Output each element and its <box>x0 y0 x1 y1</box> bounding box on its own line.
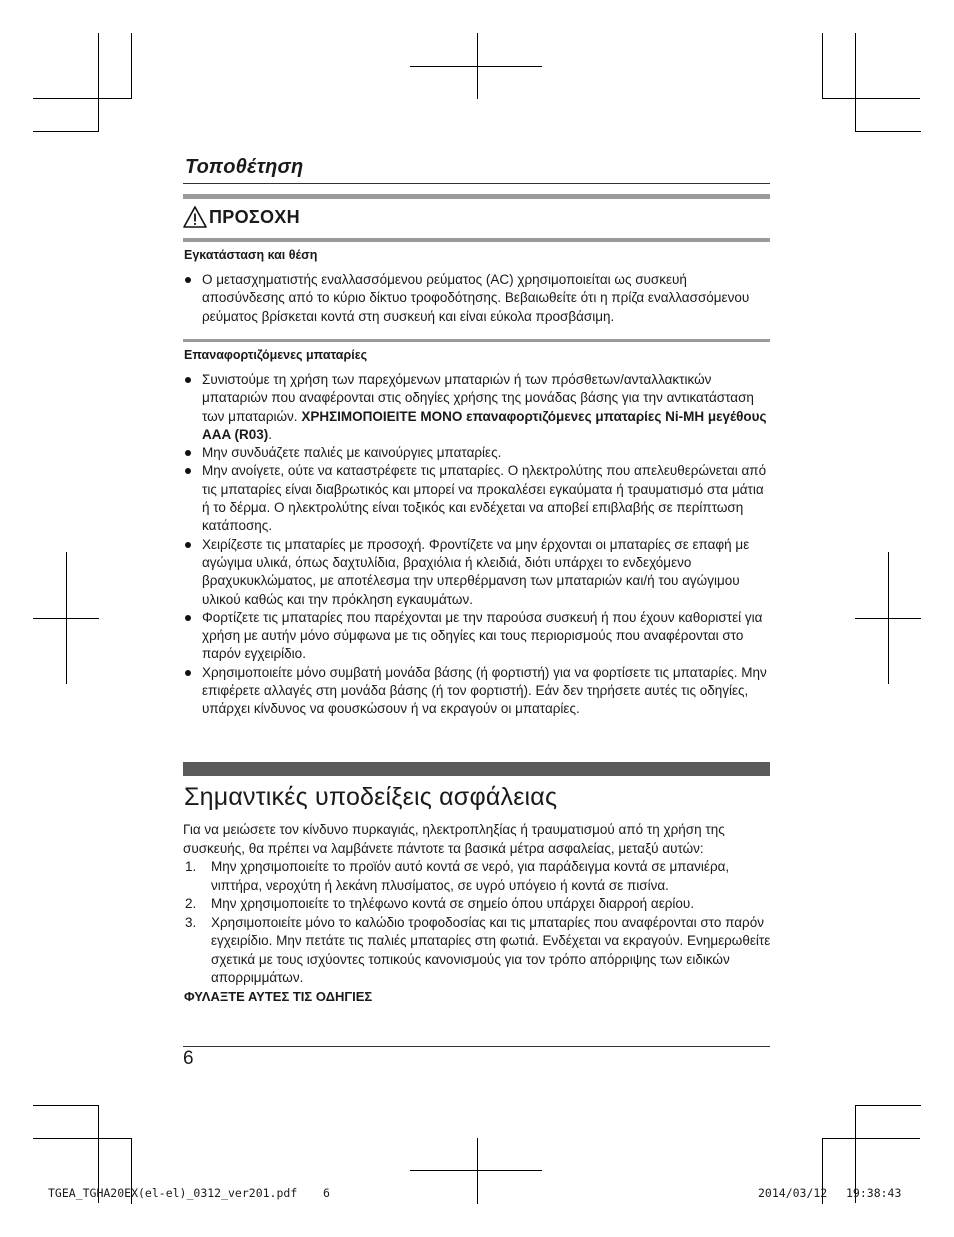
list-item: Χρησιμοποιείτε μόνο συμβατή μονάδα βάσης (ή φορτιστή) για να φορτίσετε τις μπαταρίες. Μην επιφέρετε αλλαγές στη μονάδα βάσης (ή τον φορτιστή). Εάν δεν τηρήσετε αυτές τις οδηγίες, υπάρχει κίνδυνος να φουσκώσουν ή να εκραγούν οι μπαταρίες. <box>183 664 771 719</box>
bullet-dot <box>185 277 191 283</box>
caution-heading <box>183 203 300 231</box>
list-item: 3. Χρησιμοποιείτε μόνο το καλώδιο τροφοδοσίας και τις μπαταρίες που αναφέρονται στο παρόν εγχειρίδιο. Μην πετάτε τις παλιές μπαταρίες στη φωτιά. Ενδέχεται να εκραγούν. Ενημερωθείτε σχετικά με τους ισχύοντες τοπικούς κανονισμούς για τον τρόπο απόρριψης των ειδικών απορριμμάτων. <box>185 914 771 985</box>
list-item: Ο μετασχηματιστής εναλλασσόμενου ρεύματος (AC) χρησιμοποιείται ως συσκευή αποσύνδεσης από το κύριο δίκτυο τροφοδότησης. Βεβαιωθείτε ότι η πρίζα εναλλασσόμενου ρεύματος βρίσκεται κοντά στη συσκευή και είναι εύκολα προσβάσιμη. <box>183 271 771 326</box>
bullet-dot <box>185 450 191 456</box>
footer-rule <box>183 1046 770 1047</box>
print-page: 6 <box>323 1186 330 1200</box>
list-item: Μην ανοίγετε, ούτε να καταστρέφετε τις μπαταρίες. Ο ηλεκτρολύτης που απελευθερώνεται από τις μπαταρίες είναι διαβρωτικός και μπορεί να προκαλέσει εγκαύματα ή τραυματισμό στα μάτια ή το δέρμα. Ο ηλεκτρολύτης είναι τοξικός και ενδέχεται να αποβεί επιβλαβής σε περίπτωση κατάποσης. <box>183 462 771 535</box>
bullet-dot <box>185 670 191 676</box>
header-rule <box>183 183 770 184</box>
save-instructions-note: ΦΥΛΑΞΤΕ ΑΥΤΕΣ ΤΙΣ ΟΔΗΓΙΕΣ <box>184 989 373 1004</box>
warning-triangle-icon <box>183 205 207 229</box>
caution-sub-bar <box>183 238 770 242</box>
bullet-dot <box>185 615 191 621</box>
batteries-divider <box>183 339 770 342</box>
list-item: Μην συνδυάζετε παλιές με καινούργιες μπαταρίες. <box>183 444 771 462</box>
bullet-dot <box>185 468 191 474</box>
batteries-list <box>183 371 771 719</box>
print-filename: TGEA_TGHA20EX(el-el)_0312_ver201.pdf <box>48 1186 298 1200</box>
bold-notice: ΧΡΗΣΙΜΟΠΟΙΕΙΤΕ ΜΟΝΟ επαναφορτιζόμενες μπαταρίες Ni-MH μεγέθους AAA (R03) <box>202 408 767 442</box>
list-item: 1. Μην χρησιμοποιείτε το προϊόν αυτό κοντά σε νερό, για παράδειγμα κοντά σε μπανιέρα, νιπτήρα, νεροχύτη ή λεκάνη πλυσίματος, σε υγρό υπόγειο ή κοντά σε πισίνα. <box>185 859 730 893</box>
installation-list <box>183 271 771 326</box>
installation-heading: Εγκατάσταση και θέση <box>184 248 318 262</box>
list-item: 2. Μην χρησιμοποιείτε το τηλέφωνο κοντά σε σημείο όπου υπάρχει διαρροή αερίου. <box>185 896 695 911</box>
print-date: 2014/03/12 <box>758 1186 828 1200</box>
safety-section-bar <box>183 762 770 776</box>
page-number: 6 <box>183 1048 194 1069</box>
list-item: Συνιστούμε τη χρήση των παρεχόμενων μπαταριών ή των πρόσθετων/ανταλλακτικών μπαταριών που αναφέρονται στις οδηγίες χρήσης της μονάδας βάσης για την αντικατάσταση των μπαταριών. ΧΡΗΣΙΜΟΠΟΙΕΙΤΕ ΜΟΝΟ επαναφορτιζόμενες μπαταρίες Ni-MH μεγέθους AAA (R03). <box>183 371 771 444</box>
list-item: Χειρίζεστε τις μπαταρίες με προσοχή. Φροντίζετε να μην έρχονται οι μπαταρίες σε επαφή με αγώγιμα υλικά, όπως δαχτυλίδια, βραχιόλια ή κλειδιά, διότι υπάρχει το ενδεχόμενο βραχυκυκλώματος, με αποτέλεσμα την υπερθέρμανση των μπαταριών και/ή του αγώγιμου υλικού καθώς και την πρόκληση εγκαυμάτων. <box>183 536 771 609</box>
section-title: Τοποθέτηση <box>185 156 304 178</box>
safety-title: Σημαντικές υποδείξεις ασφάλειας <box>184 783 558 811</box>
caution-top-bar <box>183 194 770 199</box>
bullet-dot <box>185 377 191 383</box>
list-item: Φορτίζετε τις μπαταρίες που παρέχονται με την παρούσα συσκευή ή που έχουν καθοριστεί για χρήση με αυτήν μόνο σύμφωνα με τις οδηγίες και τους περιορισμούς που αναφέρονται στο παρόν εγχειρίδιο. <box>183 609 771 664</box>
batteries-heading: Επαναφορτιζόμενες μπαταρίες <box>184 348 368 362</box>
caution-label: ΠΡΟΣΟΧΗ <box>209 206 300 227</box>
safety-list <box>185 858 771 988</box>
bullet-dot <box>185 542 191 548</box>
safety-intro: Για να μειώσετε τον κίνδυνο πυρκαγιάς, ηλεκτροπληξίας ή τραυματισμού από τη χρήση της συσκευής, θα πρέπει να λαμβάνετε πάντοτε τα βασικά μέτρα ασφαλείας, μεταξύ αυτών: <box>183 822 725 856</box>
print-time: 19:38:43 <box>846 1186 902 1200</box>
